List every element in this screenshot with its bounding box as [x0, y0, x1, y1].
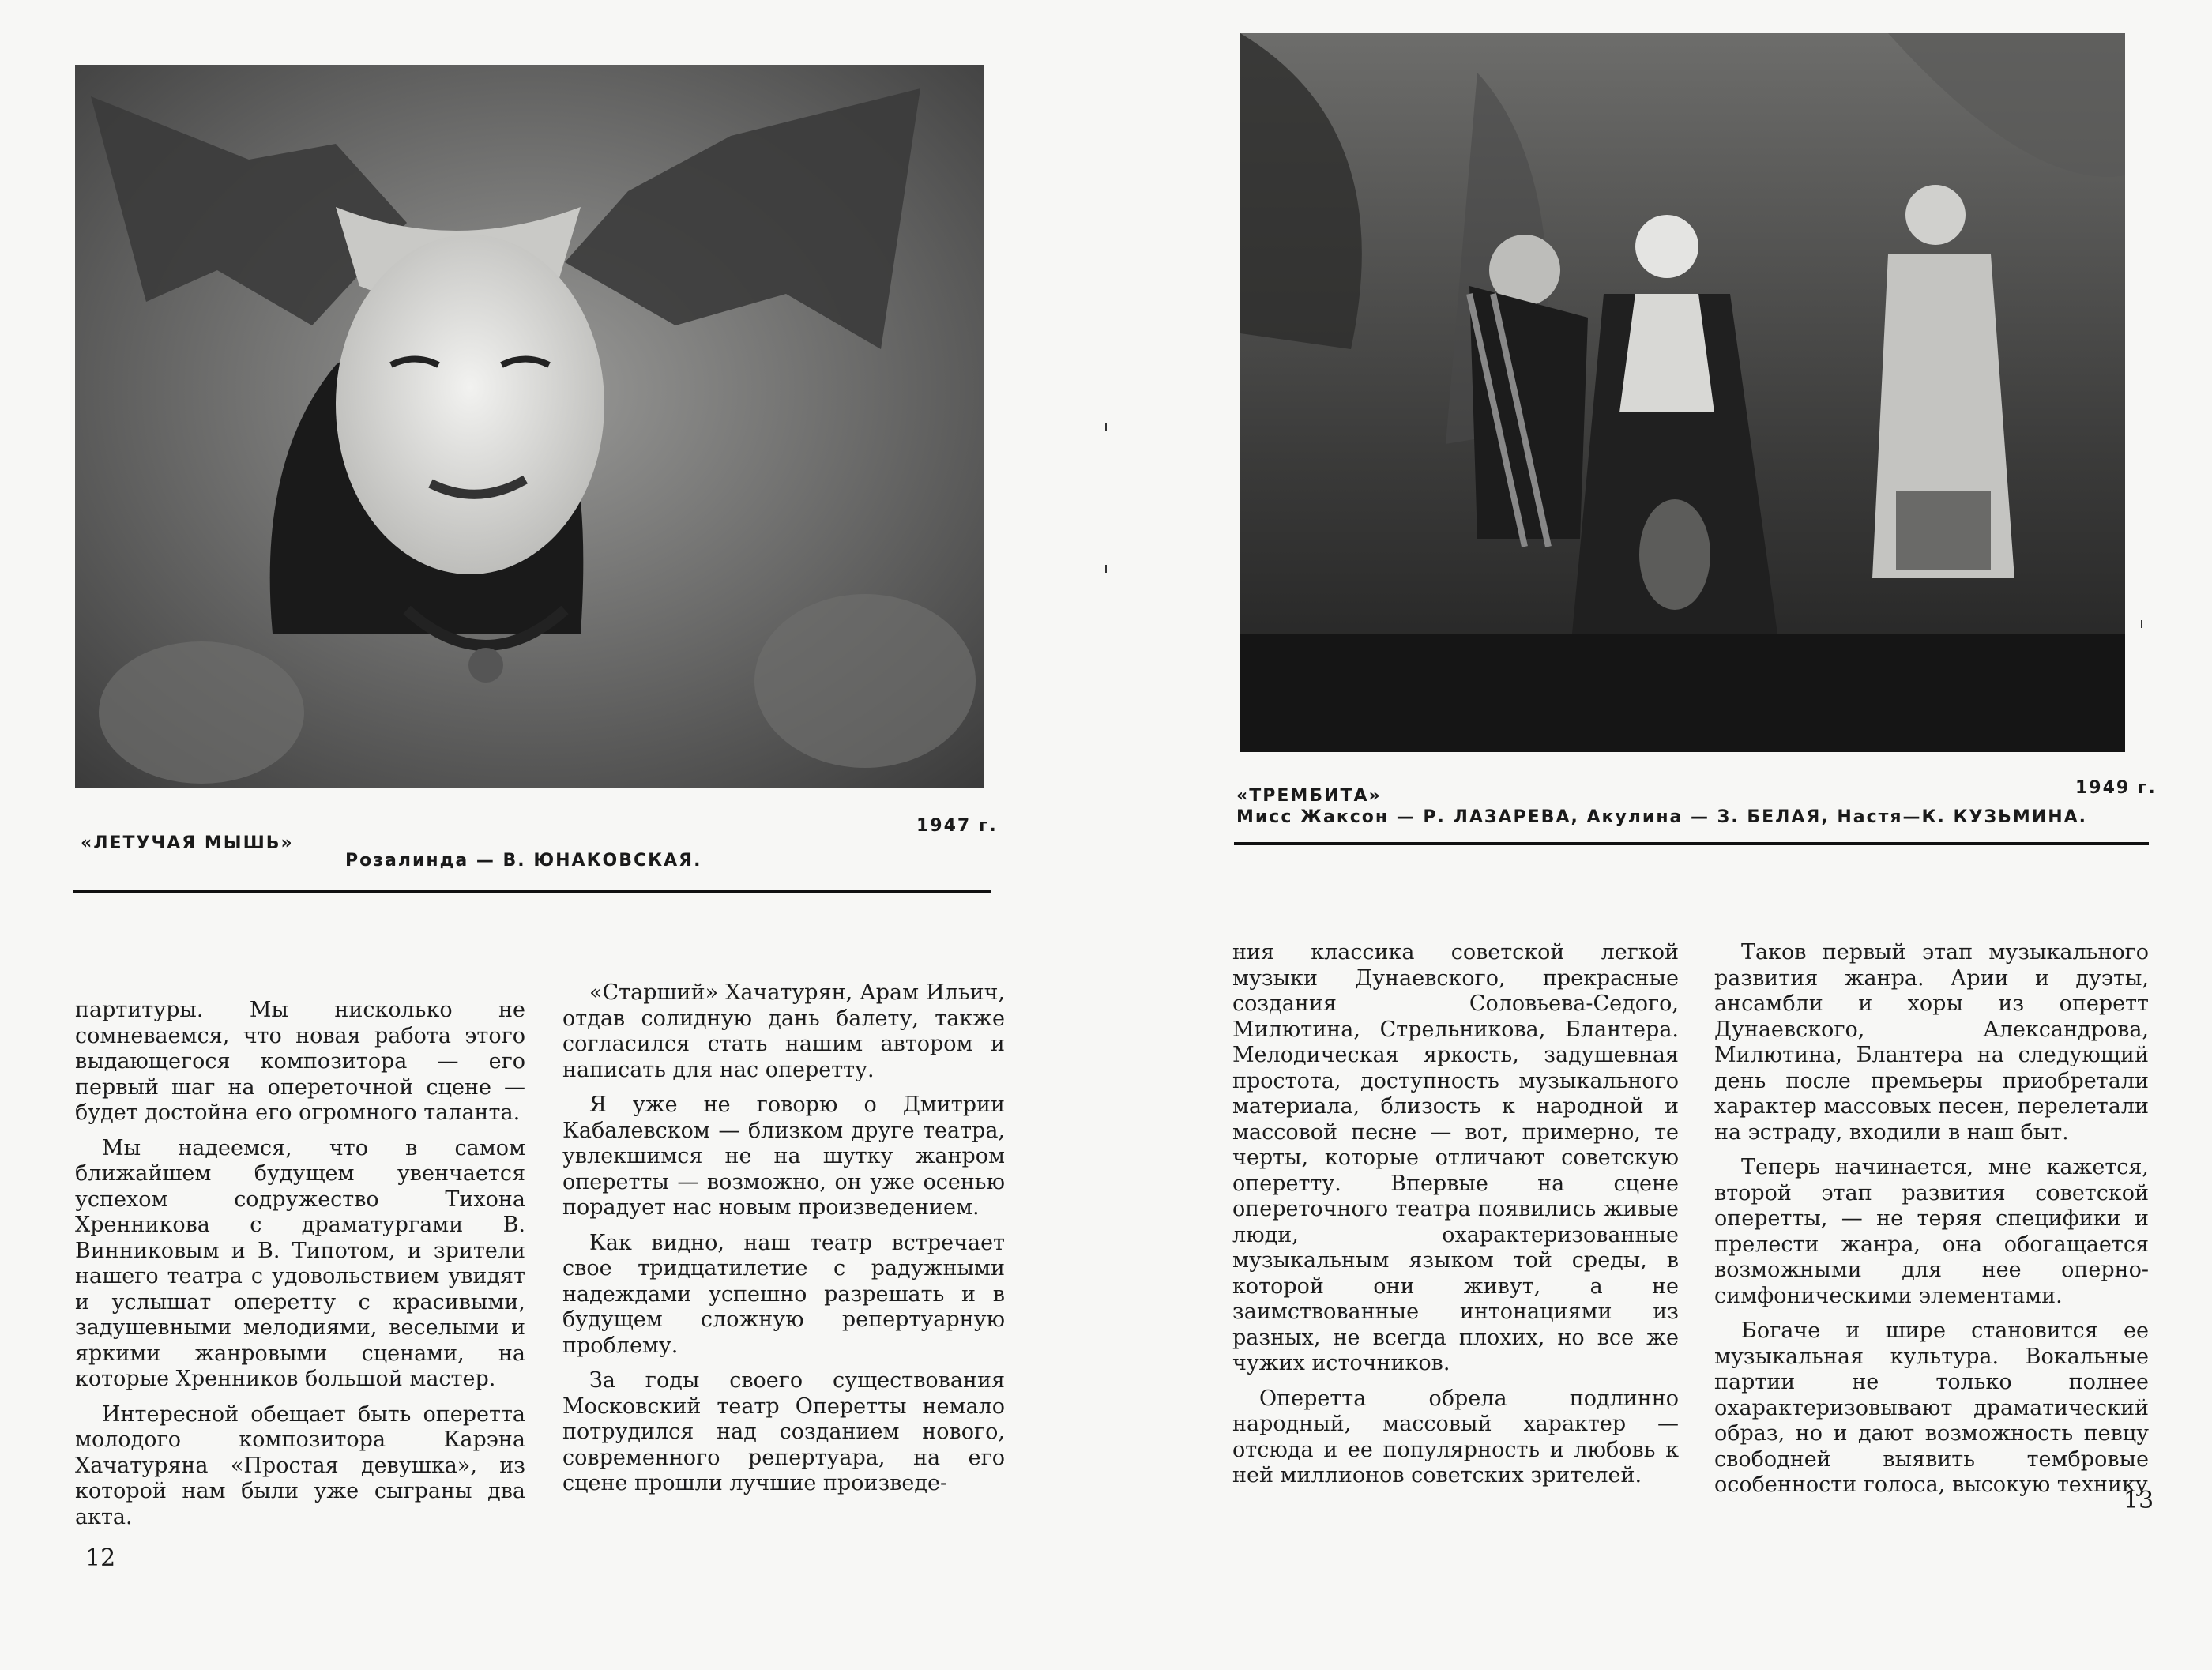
right-page — [1106, 0, 2212, 1670]
right-caption-title: «ТРЕМБИТА» — [1236, 786, 1382, 806]
paragraph: ния классика советской легкой музыки Дунаевского, прекрасные создания Соловьева-Седого, Милютина, Стрельникова, Блантера. Мелодическая яркость, задушевная простота, доступность музыкального материала, близость к народной и массовой песне — вот, примерно, те черты, которые отличают советскую оперетту. Впервые на сцене опереточного театра появились живые люди, охарактеризованные музыкальным языком той среды, в которой они живут, а не заимствованные интонациями из разных, не всегда плохих, но все же чужих источников. — [1232, 940, 1679, 1375]
page-number: 12 — [85, 1544, 116, 1572]
trembita-stage-photo — [1240, 33, 2125, 752]
paragraph: За годы своего существования Московский театр Оперетты немало потрудился над созданием нового, современного репертуара, на его сцене прошли лучшие произведе- — [562, 1368, 1005, 1495]
paragraph: Оперетта обрела подлинно народный, массовый характер — отсюда и ее популярность и любовь к ней миллионов советских зрителей. — [1232, 1386, 1679, 1488]
paragraph: Теперь начинается, мне кажется, второй этап развития советской оперетты, — не теряя специфики и прелести жанра, она обогащается возможными для нее оперно-симфоническими элементами. — [1714, 1155, 2149, 1308]
paragraph: «Старший» Хачатурян, Арам Ильич, отдав солидную дань балету, также согласился стать нашим автором и написать для нас оперетту. — [562, 980, 1005, 1082]
right-caption-year: 1949 г. — [2075, 778, 2157, 798]
left-column-1 — [75, 998, 525, 1540]
paragraph: Мы надеемся, что в самом ближайшем будущем увенчается успехом содружество Тихона Хренникова с драматургами В. Винниковым и В. Типотом, и зрители нашего театра с удовольствием увидят и услышат оперетту с красивыми, задушевными мелодиями, веселыми и яркими жанровыми сценами, на которые Хренников большой мастер. — [75, 1135, 525, 1391]
paragraph: Как видно, наш театр встречает свое тридцатилетие с радужными надеждами успешно разрешать и в будущем сложную репертуарную проблему. — [562, 1230, 1005, 1358]
left-caption-year: 1947 г. — [916, 816, 998, 836]
page-number: 13 — [2124, 1487, 2154, 1514]
paragraph: партитуры. Мы нисколько не сомневаемся, что новая работа этого выдающегося композитора — его первый шаг на опереточной сцене — будет достойна его огромного таланта. — [75, 998, 525, 1125]
left-caption-cast: Розалинда — В. ЮНАКОВСКАЯ. — [345, 851, 702, 871]
paragraph: Я уже не говорю о Дмитрии Кабалевском — близком друге театра, увлекшимся не на шутку жанром оперетты — возможно, он уже осенью порадует нас новым произведением. — [562, 1093, 1005, 1220]
right-caption-rule — [1234, 842, 2149, 845]
right-column-1 — [1232, 940, 1679, 1499]
paragraph: Таков первый этап музыкального развития жанра. Арии и дуэты, ансамбли и хоры из оперетт Дунаевского, Александрова, Милютина, Блантера на следующий день после премьеры приобретали характер массовых песен, перелетали на эстраду, входили в наш быт. — [1714, 940, 2149, 1145]
paragraph: Интересной обещает быть оперетта молодого композитора Карэна Хачатуряна «Простая девушка», из которой нам были уже сыграны два акта. — [75, 1401, 525, 1529]
right-caption-cast: Мисс Жаксон — Р. ЛАЗАРЕВА, Акулина — З. БЕЛАЯ, Настя—К. КУЗЬМИНА. — [1236, 807, 2087, 827]
scan-mark — [2141, 620, 2142, 628]
left-column-2 — [562, 980, 1005, 1506]
right-column-2 — [1714, 940, 2149, 1508]
bat-costume-photo — [75, 65, 984, 788]
left-caption-title: «ЛЕТУЧАЯ МЫШЬ» — [81, 833, 294, 853]
left-caption-rule — [73, 890, 991, 893]
paragraph: Богаче и шире становится ее музыкальная культура. Вокальные партии не только полнее охарактеризовывают драматический образ, но и дают возможность певцу свободней выявить тембровые особенности голоса, высокую технику — [1714, 1318, 2149, 1497]
